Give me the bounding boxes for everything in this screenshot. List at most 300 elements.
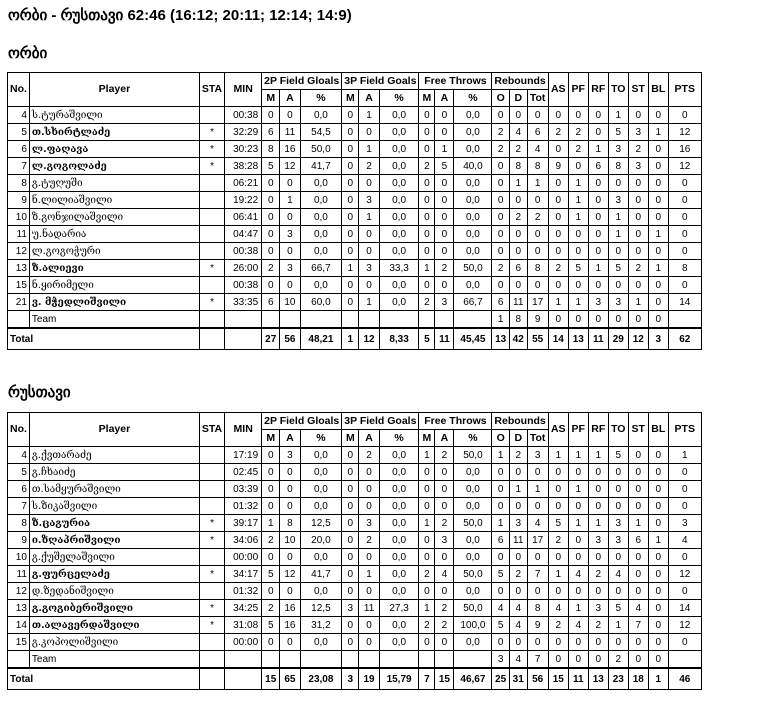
stat-cell-bl: 0 [648,294,668,311]
subheader-m: M [419,90,435,107]
player-name: დ.ზედანიშვილი [29,583,199,600]
stat-cell-pf: 1 [568,447,588,464]
stat-cell-mf: 0 [419,549,435,566]
subheader-a: A [359,430,379,447]
stat-cell-pf: 1 [568,192,588,209]
stat-cell-af: 0 [435,464,454,481]
stat-cell-m3: 0 [342,566,359,583]
minutes-cell: 06:41 [225,209,262,226]
minutes-cell: 17:19 [225,447,262,464]
stat-cell-p2: 60,0 [300,294,342,311]
stat-cell-pts: 12 [668,158,701,175]
stat-cell-tot: 0 [527,192,548,209]
stat-cell-mf: 0 [419,141,435,158]
stat-cell-pts: 0 [668,549,701,566]
starter-mark [199,243,224,260]
stat-cell-rf: 1 [588,141,608,158]
stat-cell-af: 0 [435,107,454,124]
empty-cell [225,651,262,669]
stat-cell-pf: 0 [568,107,588,124]
subheader-tot: Tot [527,430,548,447]
player-number: 12 [8,243,30,260]
player-row [8,532,702,549]
stat-cell-rf: 0 [588,175,608,192]
player-name: გ.ჩხაიძე [29,464,199,481]
stat-cell-mf: 2 [419,617,435,634]
stat-cell-af: 0 [435,243,454,260]
total-cell-bl: 1 [648,668,668,690]
stat-cell-rf: 0 [588,107,608,124]
stat-cell-p2: 0,0 [300,192,342,209]
stat-cell-to: 0 [608,583,628,600]
minutes-cell: 19:22 [225,192,262,209]
stat-cell-pts: 0 [668,209,701,226]
subheader-o: O [492,90,510,107]
stat-cell-a2: 0 [280,549,300,566]
stat-cell-rf: 2 [588,566,608,583]
stat-cell-m3: 0 [342,634,359,651]
stat-cell-p3: 0,0 [379,634,419,651]
player-row [8,464,702,481]
stat-cell-m3: 0 [342,192,359,209]
stat-cell-mf: 0 [419,634,435,651]
stat-cell-o: 1 [492,447,510,464]
stat-cell-pts: 0 [668,243,701,260]
stat-cell-o: 0 [492,464,510,481]
starter-mark [199,481,224,498]
stat-cell-af: 5 [435,158,454,175]
subheader-d: D [509,430,527,447]
stat-cell-pf: 1 [568,294,588,311]
stat-cell-pf: 0 [568,464,588,481]
stat-cell-rf: 0 [588,311,608,329]
col-reb-header: Rebounds [492,73,548,90]
stat-cell-a3: 3 [359,515,379,532]
stat-cell-m3: 0 [342,175,359,192]
stat-cell-o: 0 [492,175,510,192]
stat-cell-as: 1 [548,447,568,464]
stat-cell-d: 4 [509,124,527,141]
stat-cell-st: 0 [628,192,648,209]
starter-mark: * [199,124,224,141]
stat-cell-m2: 2 [262,260,280,277]
player-name: ლ.გოგოჭური [29,243,199,260]
stat-cell-rf: 0 [588,209,608,226]
stat-cell-a3: 1 [359,107,379,124]
total-cell-o: 25 [492,668,510,690]
player-row [8,583,702,600]
stat-cell-rf: 3 [588,532,608,549]
empty-cell [225,311,262,329]
stat-cell-mf: 0 [419,277,435,294]
stat-cell-to: 1 [608,107,628,124]
stat-cell-a3: 0 [359,464,379,481]
stat-cell-as: 2 [548,260,568,277]
player-number: 21 [8,294,30,311]
starter-mark: * [199,158,224,175]
col-pts-header: PTS [668,73,701,107]
stat-cell-p3: 0,0 [379,515,419,532]
stat-cell-mf: 1 [419,447,435,464]
minutes-cell: 00:00 [225,549,262,566]
stat-cell-st: 0 [628,107,648,124]
stat-cell-af: 2 [435,447,454,464]
stat-cell-o: 5 [492,617,510,634]
header-row [8,73,702,90]
stat-cell-pts: 0 [668,464,701,481]
stat-cell-m2: 0 [262,277,280,294]
stat-cell-a3: 2 [359,158,379,175]
player-number: 5 [8,464,30,481]
stat-cell-af: 2 [435,515,454,532]
empty-cell [199,311,224,329]
stat-cell-o: 2 [492,124,510,141]
stat-cell-d: 0 [509,549,527,566]
stat-cell-to: 3 [608,294,628,311]
stat-cell-pf: 1 [568,600,588,617]
total-cell-a3: 19 [359,668,379,690]
stat-cell-a2: 0 [280,498,300,515]
player-row [8,107,702,124]
minutes-cell: 01:32 [225,498,262,515]
player-row [8,192,702,209]
stat-cell-pf: 0,0 [454,192,492,209]
col-rf-header: RF [588,73,608,107]
stat-cell-pf: 0 [568,158,588,175]
stat-cell-pf: 2 [568,124,588,141]
stat-cell-st: 0 [628,583,648,600]
stat-cell-af: 3 [435,294,454,311]
player-name: ს.ზიკაშვილი [29,498,199,515]
stat-cell-mf: 0 [419,481,435,498]
player-row [8,566,702,583]
empty-cell [300,651,342,669]
stat-cell-a3: 1 [359,566,379,583]
stat-cell-o: 0 [492,226,510,243]
player-row [8,277,702,294]
stat-cell-bl: 0 [648,277,668,294]
col-bl-header: BL [648,413,668,447]
player-name: ლ.ფაღავა [29,141,199,158]
player-number: 13 [8,260,30,277]
total-cell-p3: 15,79 [379,668,419,690]
stat-cell-af: 3 [435,532,454,549]
stat-cell-tot: 4 [527,141,548,158]
stat-cell-to: 0 [608,311,628,329]
col-sta-header: STA [199,73,224,107]
subheader-pct: % [454,430,492,447]
subheader-a: A [280,90,300,107]
player-name: თ.ალავერდაშვილი [29,617,199,634]
stat-cell-o: 0 [492,107,510,124]
stat-cell-pts: 0 [668,107,701,124]
starter-mark [199,549,224,566]
stat-cell-pf: 0,0 [454,226,492,243]
stat-cell-st: 0 [628,498,648,515]
stat-cell-as: 0 [548,226,568,243]
stat-cell-rf: 2 [588,617,608,634]
stat-cell-tot: 7 [527,566,548,583]
player-name: ვ. მჭედლიშვილი [29,294,199,311]
empty-cell [454,311,492,329]
col-2p-header: 2P Field Gloals [262,413,342,430]
stat-cell-m2: 0 [262,583,280,600]
stat-cell-to: 5 [608,124,628,141]
stat-cell-pf: 0 [568,277,588,294]
stat-cell-af: 2 [435,260,454,277]
stat-cell-as: 1 [548,294,568,311]
stat-cell-mf: 0 [419,498,435,515]
stat-cell-d: 1 [509,175,527,192]
player-number: 12 [8,583,30,600]
subheader-m: M [342,90,359,107]
stat-cell-af: 0 [435,124,454,141]
stat-cell-m3: 0 [342,243,359,260]
stat-cell-bl: 0 [648,515,668,532]
stat-cell-d: 0 [509,634,527,651]
stat-cell-pts: 0 [668,277,701,294]
stat-cell-pts: 0 [668,175,701,192]
stat-cell-as: 4 [548,600,568,617]
stat-cell-p2: 0,0 [300,498,342,515]
starter-mark: * [199,515,224,532]
stat-cell-to: 5 [608,260,628,277]
starter-mark [199,209,224,226]
subheader-m: M [262,90,280,107]
stat-cell-tot: 0 [527,549,548,566]
stat-cell-mf: 2 [419,566,435,583]
stat-cell-bl: 0 [648,600,668,617]
stat-cell-bl: 0 [648,175,668,192]
stat-cell-st: 1 [628,294,648,311]
stat-cell-a2: 11 [280,124,300,141]
col-min-header: MIN [225,413,262,447]
stat-cell-rf: 0 [588,192,608,209]
stat-cell-st: 0 [628,566,648,583]
stat-cell-rf: 0 [588,124,608,141]
stat-cell-a3: 2 [359,447,379,464]
stat-cell-p3: 0,0 [379,447,419,464]
player-name: ზ.ალიევი [29,260,199,277]
stat-cell-to: 1 [608,226,628,243]
stat-cell-o: 0 [492,192,510,209]
stat-cell-p2: 12,5 [300,600,342,617]
stat-cell-pf: 100,0 [454,617,492,634]
stat-cell-pts: 3 [668,515,701,532]
stat-cell-pf: 1 [568,175,588,192]
stat-cell-p3: 0,0 [379,158,419,175]
total-cell-a2: 65 [280,668,300,690]
stat-cell-p2: 0,0 [300,107,342,124]
stat-cell-p3: 0,0 [379,243,419,260]
stat-cell-pf: 5 [568,260,588,277]
stat-cell-bl: 0 [648,617,668,634]
stat-cell-a2: 3 [280,260,300,277]
stat-cell-d: 1 [509,481,527,498]
stat-cell-rf: 6 [588,158,608,175]
stat-cell-rf: 0 [588,651,608,669]
player-name: ნ.ყირიმელი [29,277,199,294]
stat-cell-p2: 20,0 [300,532,342,549]
stat-cell-tot: 1 [527,175,548,192]
total-label: Total [8,668,200,690]
minutes-cell: 03:39 [225,481,262,498]
stat-cell-as: 5 [548,515,568,532]
stat-cell-d: 11 [509,532,527,549]
player-number: 6 [8,481,30,498]
stat-cell-af: 2 [435,617,454,634]
stat-cell-to: 0 [608,634,628,651]
player-number: 15 [8,277,30,294]
stat-cell-a3: 1 [359,141,379,158]
stat-cell-to: 0 [608,498,628,515]
stat-cell-as: 0 [548,277,568,294]
stat-cell-rf: 0 [588,498,608,515]
starter-mark: * [199,294,224,311]
stat-cell-p2: 0,0 [300,583,342,600]
stat-cell-m2: 1 [262,515,280,532]
team-stats-row [8,651,702,669]
stat-cell-d: 0 [509,192,527,209]
total-cell-mf: 7 [419,668,435,690]
empty-cell [454,651,492,669]
stat-cell-to: 3 [608,515,628,532]
stat-cell-pf: 0 [568,583,588,600]
stat-cell-pf: 0,0 [454,175,492,192]
total-cell-as: 15 [548,668,568,690]
stat-cell-tot: 0 [527,464,548,481]
stat-cell-p3: 33,3 [379,260,419,277]
stat-cell-st: 0 [628,311,648,329]
stat-cell-m3: 3 [342,600,359,617]
total-cell-tot: 55 [527,328,548,350]
stat-cell-a2: 0 [280,464,300,481]
stat-cell-to: 2 [608,651,628,669]
stat-cell-o: 2 [492,141,510,158]
stat-cell-af: 0 [435,226,454,243]
player-name: უ.ნადარია [29,226,199,243]
col-pf-header: PF [568,413,588,447]
col-to-header: TO [608,73,628,107]
empty-cell [300,311,342,329]
empty-cell [342,651,359,669]
stat-cell-p3: 0,0 [379,617,419,634]
stat-cell-mf: 0 [419,464,435,481]
player-row [8,617,702,634]
total-row [8,668,702,690]
col-st-header: ST [628,413,648,447]
total-cell-st: 12 [628,328,648,350]
stat-cell-p3: 0,0 [379,532,419,549]
player-number: 4 [8,447,30,464]
stat-cell-tot: 0 [527,634,548,651]
empty-cell [280,651,300,669]
stat-cell-as: 1 [548,566,568,583]
minutes-cell: 34:17 [225,566,262,583]
player-row [8,243,702,260]
starter-mark: * [199,600,224,617]
stat-cell-o: 3 [492,651,510,669]
player-name: თ.სამყურაშვილი [29,481,199,498]
stat-cell-pf: 2 [568,141,588,158]
stat-cell-st: 7 [628,617,648,634]
stat-cell-pf: 0 [568,243,588,260]
stat-cell-a3: 3 [359,260,379,277]
subheader-pct: % [300,430,342,447]
stat-cell-as: 0 [548,549,568,566]
stat-cell-tot: 0 [527,277,548,294]
col-no-header: No. [8,413,30,447]
stat-cell-as: 0 [548,651,568,669]
stat-cell-bl: 0 [648,464,668,481]
stat-cell-d: 3 [509,515,527,532]
stat-cell-m3: 1 [342,260,359,277]
stat-cell-a3: 0 [359,634,379,651]
empty-cell [225,328,262,350]
stat-cell-bl: 0 [648,107,668,124]
stat-cell-a2: 16 [280,600,300,617]
stat-cell-p2: 0,0 [300,243,342,260]
player-name: ზ.ცაგურია [29,515,199,532]
stat-cell-o: 0 [492,277,510,294]
total-cell-pts: 62 [668,328,701,350]
player-number: 8 [8,515,30,532]
stat-cell-as: 9 [548,158,568,175]
stat-cell-bl: 0 [648,566,668,583]
stat-cell-a2: 8 [280,515,300,532]
stat-cell-m3: 0 [342,498,359,515]
stat-cell-a2: 1 [280,192,300,209]
empty-cell [199,328,224,350]
starter-mark [199,107,224,124]
stat-cell-pts: 0 [668,634,701,651]
stat-cell-pf: 0,0 [454,481,492,498]
stat-cell-d: 0 [509,226,527,243]
stat-cell-bl: 0 [648,158,668,175]
stat-cell-pf: 50,0 [454,447,492,464]
col-ft-header: Free Throws [419,73,492,90]
stat-cell-a2: 0 [280,175,300,192]
minutes-cell: 00:38 [225,243,262,260]
stat-cell-a3: 0 [359,277,379,294]
stat-cell-o: 5 [492,566,510,583]
stat-cell-rf: 1 [588,447,608,464]
stat-cell-p3: 0,0 [379,583,419,600]
stat-cell-m2: 6 [262,294,280,311]
stat-cell-bl: 0 [648,481,668,498]
stat-cell-mf: 2 [419,158,435,175]
stat-cell-p2: 0,0 [300,464,342,481]
stat-cell-st: 0 [628,651,648,669]
stat-cell-as: 2 [548,532,568,549]
total-cell-d: 42 [509,328,527,350]
stat-cell-mf: 0 [419,226,435,243]
stat-cell-a2: 0 [280,634,300,651]
team-title-away: რუსთავი [8,384,71,401]
player-number: 5 [8,124,30,141]
stat-cell-bl: 0 [648,192,668,209]
empty-cell [359,311,379,329]
stat-cell-bl: 0 [648,549,668,566]
stat-cell-bl: 0 [648,243,668,260]
player-row [8,498,702,515]
player-number: 13 [8,600,30,617]
stat-cell-m2: 2 [262,532,280,549]
stat-cell-as: 0 [548,311,568,329]
empty-cell [379,651,419,669]
stat-cell-st: 2 [628,141,648,158]
stat-cell-as: 0 [548,481,568,498]
